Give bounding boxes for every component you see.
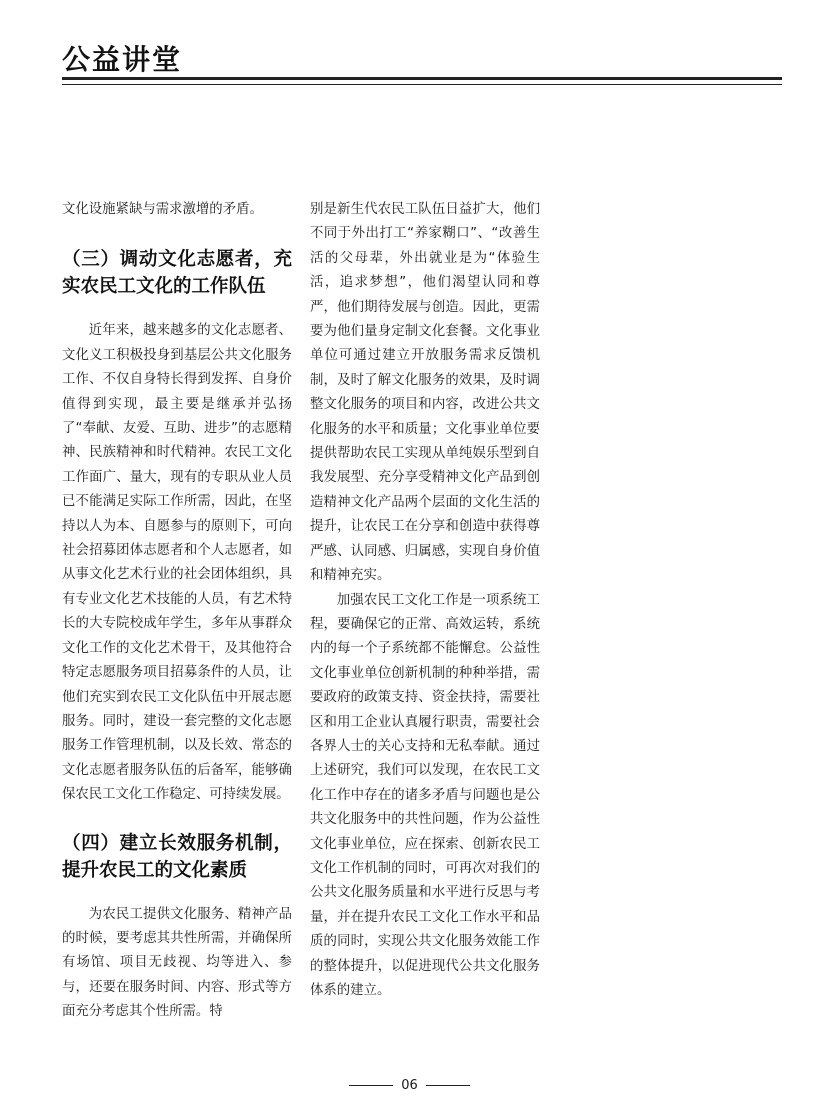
right-column <box>310 198 540 1003</box>
header-rule-thin <box>62 84 782 85</box>
section-heading-3: （三）调动文化志愿者，充实农民工文化的工作队伍 <box>62 249 292 298</box>
paragraph-continued: 别是新生代农民工队伍日益扩大，他们不同于外出打工“养家糊口”、“改善生活的父母辈，外出就业是为“体验生活，追求梦想”，他们渴望认同和尊严，他们期待发展与创造。因此，更需要为他们量身定制文化套餐。文化事业单位可通过建立开放服务需求反馈机制，及时了解文化服务的效果，及时调整文化服务的项目和内容，改进公共文化服务的水平和质量；文化事业单位要提供帮助农民工实现从单纯娱乐型到自我发展型、充分享受精神文化产品到创造精神文化产品两个层面的文化生活的提升，让农民工在分享和创造中获得尊严感、认同感、归属感，实现自身价值和精神充实。 <box>310 202 540 584</box>
page-number: 06 <box>401 1078 418 1093</box>
section-heading-4: （四）建立长效服务机制，提升农民工的文化素质 <box>62 832 292 881</box>
paragraph: 加强农民工文化工作是一项系统工程，要确保它的正常、高效运转，系统内的每一个子系统都不能懈怠。公益性文化事业单位创新机制的种种举措，需要政府的政策支持、资金扶持，需要社区和用工企业认真履行职责，需要社会各界人士的关心支持和无私奉献。通过上述研究，我们可以发现，在农民工文化工作中存在的诸多矛盾与问题也是公共文化服务中的共性问题，作为公益性文化事业单位，应在探索、创新农民工文化工作机制的同时，可再次对我们的公共文化服务质量和水平进行反思与考量，并在提升农民工文化工作水平和品质的同时，实现公共文化服务效能工作的整体提升，以促进现代公共文化服务体系的建立。 <box>310 592 540 998</box>
page-header-title: 公益讲堂 <box>62 43 183 76</box>
footer-rule-left <box>349 1085 393 1086</box>
paragraph-continued: 文化设施紧缺与需求激增的矛盾。 <box>62 202 263 217</box>
left-column <box>62 198 292 1025</box>
page-footer <box>0 1078 819 1093</box>
header-rule-thick <box>62 77 782 80</box>
paragraph: 为农民工提供文化服务、精神产品的时候，要考虑其共性所需，并确保所有场馆、项目无歧视、均等进入、参与，还要在服务时间、内容、形式等方面充分考虑其个性所需。特 <box>62 906 292 1020</box>
paragraph: 近年来，越来越多的文化志愿者、文化义工积极投身到基层公共文化服务工作、不仅自身特长得到发挥、自身价值得到实现，最主要是继承并弘扬了“奉献、友爱、互助、进步”的志愿精神、民族精神和时代精神。农民工文化工作面广、量大，现有的专职从业人员已不能满足实际工作所需，因此，在坚持以人为本、自愿参与的原则下，可向社会招募团体志愿者和个人志愿者，如从事文化艺术行业的社会团体组织，具有专业文化艺术技能的人员，有艺术特长的大专院校成年学生，多年从事群众文化工作的文化艺术骨干，及其他符合特定志愿服务项目招募条件的人员，让他们充实到农民工文化队伍中开展志愿服务。同时，建设一套完整的文化志愿服务工作管理机制，以及长效、常态的文化志愿者服务队伍的后备军，能够确保农民工文化工作稳定、可持续发展。 <box>62 323 292 803</box>
footer-rule-right <box>426 1085 470 1086</box>
